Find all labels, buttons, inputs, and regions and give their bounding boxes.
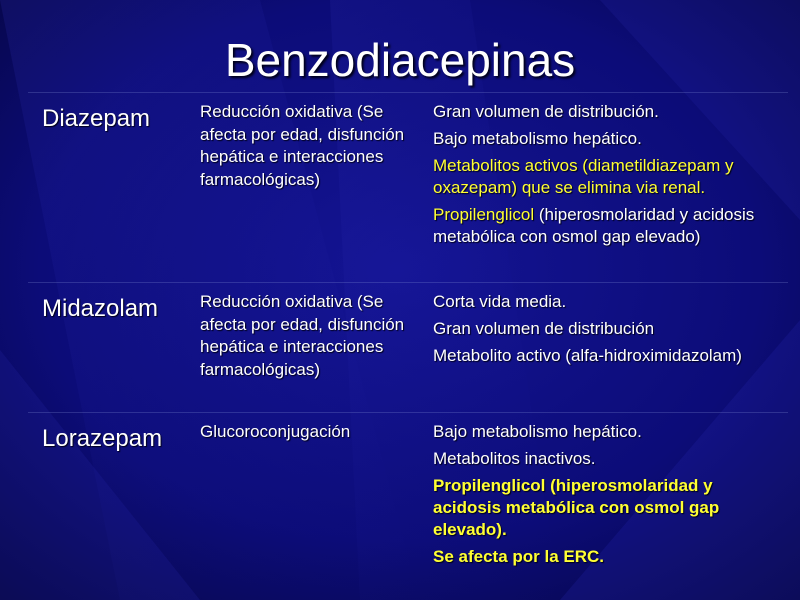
- metabolism-route: Reducción oxidativa (Se afecta por edad, disfunción hepática e interacciones farmacológicas): [200, 102, 405, 189]
- drug-notes: [433, 291, 778, 372]
- drug-notes: [433, 421, 778, 573]
- table-row: [28, 282, 788, 413]
- drug-notes: [433, 101, 778, 253]
- note-highlight-term: Propilenglicol: [433, 205, 535, 224]
- note-item: Bajo metabolismo hepático.: [433, 422, 642, 441]
- note-item-highlight: Se afecta por la ERC.: [433, 547, 605, 566]
- slide-title: Benzodiacepinas: [224, 34, 576, 86]
- note-item: Gran volumen de distribución.: [433, 102, 659, 121]
- note-item: Metabolitos inactivos.: [433, 449, 596, 468]
- note-item-highlight: Metabolitos activos (diametildiazepam y oxazepam) que se elimina via renal.: [433, 156, 734, 197]
- drug-name: Lorazepam: [42, 425, 163, 452]
- table-row: [28, 92, 788, 291]
- drug-name: Midazolam: [42, 295, 159, 322]
- metabolism-route: Reducción oxidativa (Se afecta por edad, disfunción hepática e interacciones farmacológicas): [200, 292, 405, 379]
- metabolism-route: Glucoroconjugación: [200, 422, 351, 441]
- note-item: Bajo metabolismo hepático.: [433, 129, 642, 148]
- note-item-highlight: Propilenglicol (hiperosmolaridad y acidosis metabólica con osmol gap elevado).: [433, 476, 720, 539]
- note-item: Metabolito activo (alfa-hidroximidazolam): [433, 346, 742, 365]
- note-item: Corta vida media.: [433, 292, 567, 311]
- drug-name: Diazepam: [42, 105, 151, 132]
- note-rest: (hiperosmolaridad y acidosis metabólica con osmol gap elevado): [433, 205, 755, 246]
- note-item-mixed: [433, 204, 778, 248]
- note-item: Gran volumen de distribución: [433, 319, 655, 338]
- table-row: [28, 412, 788, 593]
